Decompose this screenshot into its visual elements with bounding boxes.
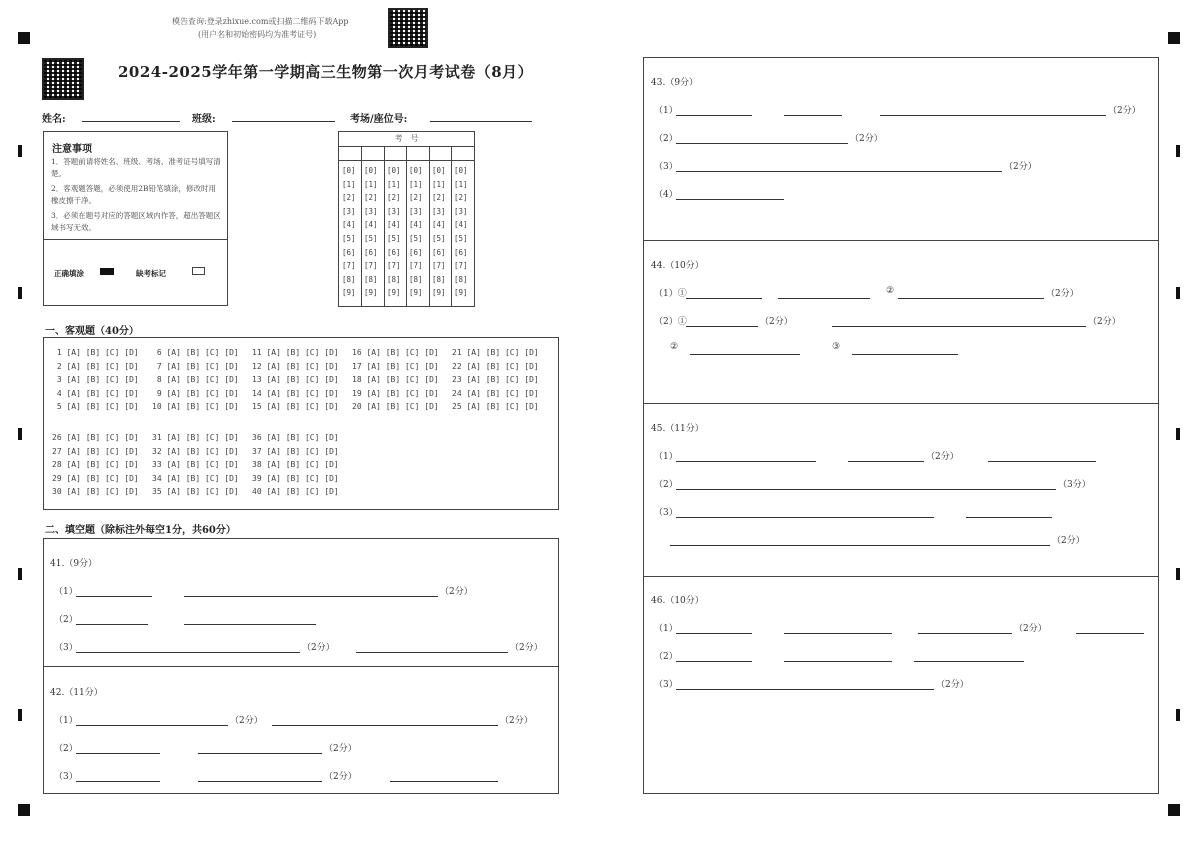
q41-3b-field[interactable]: [356, 652, 508, 653]
exam-id-bubble[interactable]: [8]: [409, 274, 423, 284]
exam-id-label: 考 号: [339, 132, 474, 147]
q42-3a-field[interactable]: [76, 781, 160, 782]
correct-fill-label: 正确填涂: [54, 269, 84, 278]
exam-id-bubble[interactable]: [6]: [454, 247, 468, 257]
q41-2b-field[interactable]: [184, 624, 316, 625]
absent-mark-checkbox[interactable]: [192, 267, 205, 275]
q43-1b-field[interactable]: [784, 115, 842, 116]
objective-answer-box: [43, 337, 559, 510]
mc-question-30[interactable]: 30 [A] [B] [C] [D]: [52, 487, 139, 496]
q46-1d-field[interactable]: [1076, 633, 1144, 634]
exam-id-bubble[interactable]: [5]: [409, 234, 423, 243]
mc-question-36[interactable]: 36 [A] [B] [C] [D]: [252, 433, 339, 442]
mc-question-12[interactable]: 12 [A] [B] [C] [D]: [252, 361, 339, 371]
q43-part3-label: （3）: [654, 162, 678, 172]
q43-1c-field[interactable]: [880, 115, 1106, 116]
mc-question-21[interactable]: 21 [A] [B] [C] [D]: [452, 348, 539, 357]
q42-3c-field[interactable]: [390, 781, 498, 782]
q43-4-field[interactable]: [676, 199, 784, 200]
exam-id-bubble[interactable]: [7]: [342, 261, 356, 271]
mc-question-4[interactable]: 4 [A] [B] [C] [D]: [52, 388, 139, 398]
q44-part1-label: （1）①: [654, 289, 687, 299]
q41-2a-field[interactable]: [76, 624, 148, 625]
mc-question-31[interactable]: 31 [A] [B] [C] [D]: [152, 433, 239, 442]
mc-question-34[interactable]: 34 [A] [B] [C] [D]: [152, 473, 239, 483]
q44-2b-score: （2分）: [1088, 317, 1121, 327]
exam-id-bubble[interactable]: [0]: [342, 166, 356, 175]
exam-id-bubble[interactable]: [0]: [432, 166, 446, 175]
mc-question-33[interactable]: 33 [A] [B] [C] [D]: [152, 460, 239, 469]
mc-question-13[interactable]: 13 [A] [B] [C] [D]: [252, 375, 339, 384]
mc-question-6[interactable]: 6 [A] [B] [C] [D]: [152, 348, 239, 357]
q43-title: 43.（9分）: [651, 78, 699, 88]
q46-1c-score: （2分）: [1014, 624, 1047, 634]
corner-mark-top-right: [1168, 32, 1180, 44]
exam-id-bubble[interactable]: [2]: [364, 193, 378, 203]
exam-id-grid: [338, 131, 475, 307]
q42-part1-label: （1）: [54, 716, 78, 726]
exam-id-bubble[interactable]: [4]: [342, 220, 356, 230]
q41-part1-label: （1）: [54, 587, 78, 597]
q43-1c-score: （2分）: [1108, 106, 1141, 116]
q44-part2-label: （2）①: [654, 317, 687, 327]
q41-part3-label: （3）: [54, 643, 78, 653]
q44-3a-marker: ②: [670, 342, 679, 352]
exam-id-bubble[interactable]: [6]: [342, 247, 356, 257]
q41-box: [43, 538, 559, 667]
q45-1a-field[interactable]: [676, 461, 816, 462]
q42-1a-score: （2分）: [230, 716, 263, 726]
exam-id-bubble[interactable]: [2]: [342, 193, 356, 203]
q42-1b-field[interactable]: [272, 725, 498, 726]
q45-2-score: （3分）: [1058, 480, 1091, 490]
q43-3-field[interactable]: [676, 171, 1002, 172]
exam-id-bubble[interactable]: [8]: [364, 274, 378, 284]
exam-id-bubble[interactable]: [2]: [409, 193, 423, 203]
timing-mark: [18, 709, 22, 721]
q41-part2-label: （2）: [54, 615, 78, 625]
q43-2-field[interactable]: [676, 143, 848, 144]
exam-id-bubble[interactable]: [9]: [409, 288, 423, 298]
name-field[interactable]: [82, 121, 180, 122]
q44-1a-field[interactable]: [686, 298, 762, 299]
q41-3a-score: （2分）: [302, 643, 335, 653]
notes-title: 注意事项: [52, 144, 92, 155]
q45-3a-field[interactable]: [676, 517, 934, 518]
q41-1a-field[interactable]: [76, 596, 152, 597]
exam-id-bubble[interactable]: [9]: [387, 288, 401, 298]
mc-question-37[interactable]: 37 [A] [B] [C] [D]: [252, 446, 339, 456]
exam-id-bubble[interactable]: [5]: [387, 234, 401, 243]
q41-3a-field[interactable]: [76, 652, 300, 653]
notes-item-1: 1．答题前请将姓名、班级、考场、准考证号填写清楚。: [51, 157, 221, 178]
exam-id-bubble[interactable]: [3]: [342, 206, 356, 216]
q46-3-score: （2分）: [936, 680, 969, 690]
exam-id-bubble[interactable]: [1]: [387, 179, 401, 189]
q42-2a-field[interactable]: [76, 753, 160, 754]
exam-id-bubble[interactable]: [7]: [364, 261, 378, 271]
exam-id-bubble[interactable]: [7]: [387, 261, 401, 271]
mc-question-40[interactable]: 40 [A] [B] [C] [D]: [252, 487, 339, 496]
q46-3-field[interactable]: [676, 689, 934, 690]
exam-id-bubble[interactable]: [8]: [432, 274, 446, 284]
q46-2c-field[interactable]: [914, 661, 1024, 662]
fill-title: 二、填空题（除标注外每空1分，共60分）: [45, 525, 236, 536]
mc-question-2[interactable]: 2 [A] [B] [C] [D]: [52, 361, 139, 371]
exam-id-bubble[interactable]: [6]: [364, 247, 378, 257]
mc-question-3[interactable]: 3 [A] [B] [C] [D]: [52, 375, 139, 384]
mc-question-32[interactable]: 32 [A] [B] [C] [D]: [152, 446, 239, 456]
q42-title: 42.（11分）: [50, 688, 103, 698]
exam-id-bubble[interactable]: [5]: [432, 234, 446, 243]
exam-id-bubble[interactable]: [7]: [454, 261, 468, 271]
q45-4-field[interactable]: [670, 545, 1050, 546]
exam-id-bubble[interactable]: [1]: [364, 179, 378, 189]
q43-part2-label: （2）: [654, 134, 678, 144]
corner-mark-bottom-right: [1168, 804, 1180, 816]
timing-mark: [18, 568, 22, 580]
exam-id-bubble[interactable]: [7]: [409, 261, 423, 271]
q44-3b-field[interactable]: [852, 354, 958, 355]
mc-question-27[interactable]: 27 [A] [B] [C] [D]: [52, 446, 139, 456]
mc-question-39[interactable]: 39 [A] [B] [C] [D]: [252, 473, 339, 483]
class-label: 班级:: [192, 114, 216, 125]
q45-part2-label: （2）: [654, 480, 678, 490]
q44-1c-marker: ②: [886, 286, 895, 296]
mc-question-24[interactable]: 24 [A] [B] [C] [D]: [452, 388, 539, 398]
exam-id-bubble[interactable]: [4]: [432, 220, 446, 230]
exam-id-bubble[interactable]: [6]: [432, 247, 446, 257]
mc-question-26[interactable]: 26 [A] [B] [C] [D]: [52, 433, 139, 442]
exam-id-bubble[interactable]: [5]: [342, 234, 356, 243]
q45-3b-field[interactable]: [966, 517, 1052, 518]
exam-id-bubble[interactable]: [4]: [364, 220, 378, 230]
exam-id-bubble[interactable]: [5]: [454, 234, 468, 243]
exam-id-bubble[interactable]: [1]: [454, 179, 468, 189]
timing-mark: [1176, 568, 1180, 580]
exam-id-bubble[interactable]: [2]: [432, 193, 446, 203]
q42-part2-label: （2）: [54, 744, 78, 754]
exam-id-bubble[interactable]: [3]: [409, 206, 423, 216]
q46-part2-label: （2）: [654, 652, 678, 662]
q45-part3-label: （3）: [654, 508, 678, 518]
class-field[interactable]: [232, 121, 335, 122]
exam-id-bubble[interactable]: [1]: [342, 179, 356, 189]
mc-question-9[interactable]: 9 [A] [B] [C] [D]: [152, 388, 239, 398]
timing-mark: [1176, 709, 1180, 721]
notice-line-1: 模告查询:登录zhixue.com或扫描二维码下载App: [172, 17, 349, 26]
q45-title: 45.（11分）: [651, 424, 704, 434]
exam-id-bubble[interactable]: [9]: [364, 288, 378, 298]
exam-id-bubble[interactable]: [6]: [387, 247, 401, 257]
page-title: 2024-2025学年第一学期高三生物第一次月考试卷（8月）: [118, 63, 534, 81]
q46-part1-label: （1）: [654, 624, 678, 634]
seat-field[interactable]: [430, 121, 532, 122]
q45-1b-score: （2分）: [926, 452, 959, 462]
q46-2a-field[interactable]: [676, 661, 752, 662]
exam-id-bubble[interactable]: [4]: [387, 220, 401, 230]
q44-2b-field[interactable]: [832, 326, 1086, 327]
mc-question-23[interactable]: 23 [A] [B] [C] [D]: [452, 375, 539, 384]
q43-2-score: （2分）: [850, 134, 883, 144]
objective-title: 一、客观题（40分）: [45, 326, 139, 337]
mc-question-29[interactable]: 29 [A] [B] [C] [D]: [52, 473, 139, 483]
mc-question-15[interactable]: 15 [A] [B] [C] [D]: [252, 402, 339, 411]
exam-id-bubble[interactable]: [1]: [409, 179, 423, 189]
q41-1b-score: （2分）: [440, 587, 473, 597]
student-qr-code: [42, 58, 84, 100]
q43-part1-label: （1）: [654, 106, 678, 116]
q46-2b-field[interactable]: [784, 661, 892, 662]
timing-mark: [1176, 287, 1180, 299]
name-label: 姓名:: [42, 114, 66, 125]
q46-1c-field[interactable]: [918, 633, 1012, 634]
notice-line-2: (用户名和初始密码均为准考证号): [198, 30, 317, 39]
q46-1a-field[interactable]: [676, 633, 752, 634]
mc-question-1[interactable]: 1 [A] [B] [C] [D]: [52, 348, 139, 357]
mc-question-14[interactable]: 14 [A] [B] [C] [D]: [252, 388, 339, 398]
q42-2b-field[interactable]: [198, 753, 322, 754]
q45-4-score: （2分）: [1052, 536, 1085, 546]
notes-item-2: 2．客观题答题，必须使用2B铅笔填涂，修改时用橡皮擦干净。: [51, 184, 217, 205]
mc-question-25[interactable]: 25 [A] [B] [C] [D]: [452, 402, 539, 411]
mc-question-22[interactable]: 22 [A] [B] [C] [D]: [452, 361, 539, 371]
exam-id-bubble[interactable]: [9]: [454, 288, 468, 298]
exam-id-bubble[interactable]: [8]: [342, 274, 356, 284]
timing-mark: [18, 287, 22, 299]
exam-id-bubble[interactable]: [5]: [364, 234, 378, 243]
right-answer-panel: [643, 57, 1159, 794]
corner-mark-bottom-left: [18, 804, 30, 816]
exam-id-bubble[interactable]: [9]: [432, 288, 446, 298]
app-qr-code: [388, 8, 428, 48]
exam-id-bubble[interactable]: [0]: [364, 166, 378, 175]
q43-3-score: （2分）: [1004, 162, 1037, 172]
mc-question-10[interactable]: 10 [A] [B] [C] [D]: [152, 402, 239, 411]
timing-mark: [18, 145, 22, 157]
corner-mark-top-left: [18, 32, 30, 44]
exam-id-bubble[interactable]: [3]: [432, 206, 446, 216]
q43-part4-label: （4）: [654, 190, 678, 200]
q41-title: 41.（9分）: [50, 559, 98, 569]
q42-3b-field[interactable]: [198, 781, 322, 782]
q44-2a-score: （2分）: [760, 317, 793, 327]
timing-mark: [18, 428, 22, 440]
q45-1b-field[interactable]: [848, 461, 924, 462]
q42-1b-score: （2分）: [500, 716, 533, 726]
q46-part3-label: （3）: [654, 680, 678, 690]
q42-2b-score: （2分）: [324, 744, 357, 754]
q42-1a-field[interactable]: [76, 725, 228, 726]
exam-id-bubble[interactable]: [9]: [342, 288, 356, 298]
q42-part3-label: （3）: [54, 772, 78, 782]
mc-question-38[interactable]: 38 [A] [B] [C] [D]: [252, 460, 339, 469]
mc-question-19[interactable]: 19 [A] [B] [C] [D]: [352, 388, 439, 398]
exam-id-bubble[interactable]: [0]: [454, 166, 468, 175]
mc-question-28[interactable]: 28 [A] [B] [C] [D]: [52, 460, 139, 469]
exam-id-bubble[interactable]: [7]: [432, 261, 446, 271]
q44-3b-marker: ③: [832, 342, 841, 352]
mc-question-16[interactable]: 16 [A] [B] [C] [D]: [352, 348, 439, 357]
q44-1c-score: （2分）: [1046, 289, 1079, 299]
q46-title: 46.（10分）: [651, 596, 704, 606]
exam-id-bubble[interactable]: [4]: [454, 220, 468, 230]
mc-question-18[interactable]: 18 [A] [B] [C] [D]: [352, 375, 439, 384]
absent-mark-label: 缺考标记: [136, 269, 166, 278]
timing-mark: [1176, 145, 1180, 157]
mc-question-17[interactable]: 17 [A] [B] [C] [D]: [352, 361, 439, 371]
q44-title: 44.（10分）: [651, 261, 704, 271]
q44-2a-field[interactable]: [686, 326, 758, 327]
q42-3b-score: （2分）: [324, 772, 357, 782]
exam-id-bubble[interactable]: [8]: [454, 274, 468, 284]
exam-id-bubble[interactable]: [1]: [432, 179, 446, 189]
q41-3b-score: （2分）: [510, 643, 543, 653]
q41-1b-field[interactable]: [184, 596, 438, 597]
seat-label: 考场/座位号:: [350, 114, 408, 125]
q46-1b-field[interactable]: [784, 633, 892, 634]
exam-id-bubble[interactable]: [2]: [387, 193, 401, 203]
timing-mark: [1176, 428, 1180, 440]
q43-1a-field[interactable]: [676, 115, 752, 116]
q45-1c-field[interactable]: [988, 461, 1096, 462]
exam-id-bubble[interactable]: [3]: [387, 206, 401, 216]
notes-box: [43, 131, 228, 306]
mc-question-7[interactable]: 7 [A] [B] [C] [D]: [152, 361, 239, 371]
correct-fill-sample: [100, 268, 114, 275]
exam-id-bubble[interactable]: [4]: [409, 220, 423, 230]
q45-2-field[interactable]: [676, 489, 1056, 490]
mc-question-35[interactable]: 35 [A] [B] [C] [D]: [152, 487, 239, 496]
mc-question-11[interactable]: 11 [A] [B] [C] [D]: [252, 348, 339, 357]
q42-box: [43, 666, 559, 794]
exam-id-bubble[interactable]: [0]: [409, 166, 423, 175]
q44-3a-field[interactable]: [690, 354, 800, 355]
mc-question-5[interactable]: 5 [A] [B] [C] [D]: [52, 402, 139, 411]
mc-question-20[interactable]: 20 [A] [B] [C] [D]: [352, 402, 439, 411]
exam-id-bubble[interactable]: [6]: [409, 247, 423, 257]
q44-1b-field[interactable]: [778, 298, 870, 299]
mc-question-8[interactable]: 8 [A] [B] [C] [D]: [152, 375, 239, 384]
q44-1c-field[interactable]: [898, 298, 1044, 299]
q45-part1-label: （1）: [654, 452, 678, 462]
exam-id-bubble[interactable]: [2]: [454, 193, 468, 203]
exam-id-bubble[interactable]: [8]: [387, 274, 401, 284]
exam-id-bubble[interactable]: [3]: [454, 206, 468, 216]
exam-id-bubble[interactable]: [3]: [364, 206, 378, 216]
notes-item-3: 3．必须在题号对应的答题区域内作答，超出答题区域书写无效。: [51, 211, 221, 232]
exam-id-bubble[interactable]: [0]: [387, 166, 401, 175]
